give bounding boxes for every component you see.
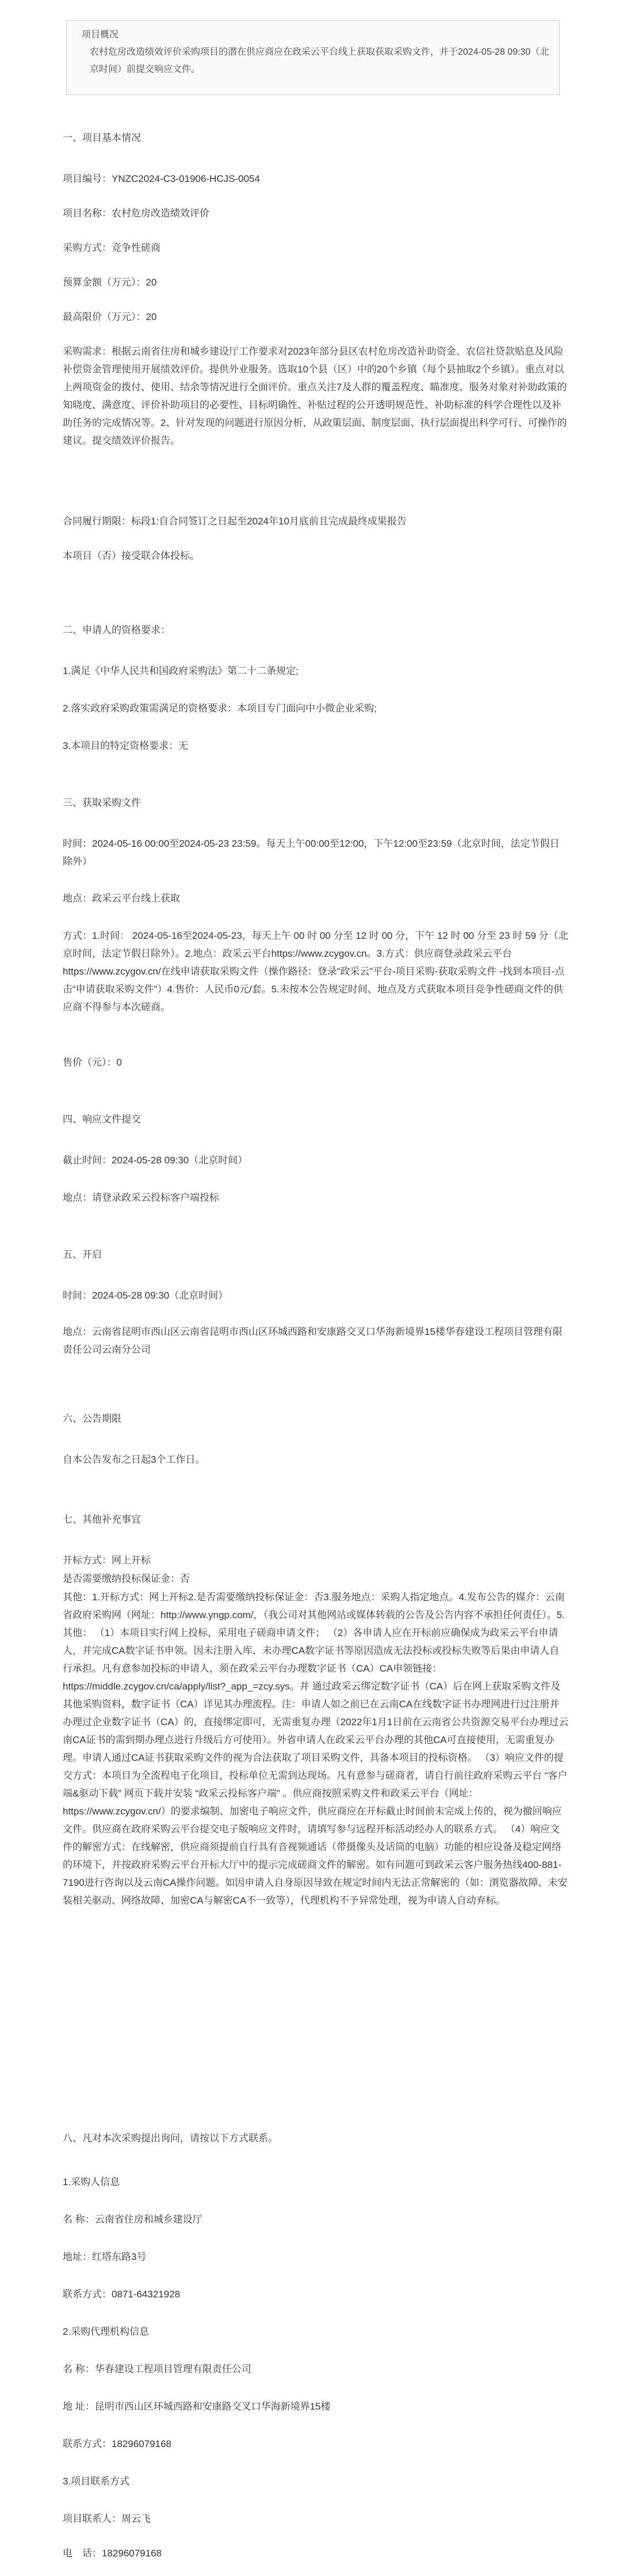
- opening-time: 时间：2024-05-28 09:30（北京时间）: [63, 1290, 228, 1301]
- submission-place: 地点：请登录政采云投标客户端投标: [63, 1192, 219, 1203]
- opening-method: 开标方式：网上开标: [63, 1555, 151, 1566]
- project-number: 项目编号：YNZC2024-C3-01906-HCJS-0054: [63, 173, 260, 184]
- agency-info-title: 2.采购代理机构信息: [63, 2326, 150, 2337]
- document-method: 方式：1.时间： 2024-05-16至2024-05-23，每天上午 00 时 00 分至 12 时 00 分，下午 12 时 00 分至 23 时 59 分（北京时间，法定节假日除外）。2.地点：政采云平台https://www.zcygov.cn。3.方式：供应商登录政采云平台https://www.zcygov.cn/在线申请获取采购文件（操作路径：登录“政采云”平台-项目采购-获取采购文件 -找到本项目-点击“申请获取采购文件”）4.售价：人民币0元/套。5.未按本公告规定时间、地点及方式获取本项目竞争性磋商文件的供应商不得参与本次磋商。: [63, 930, 568, 1013]
- buyer-address: 地址：红塔东路3号: [63, 2251, 147, 2262]
- section4-heading: 四、响应文件提交: [63, 1114, 141, 1125]
- document-time: 时间：2024-05-16 00:00至2024-05-23 23:59。每天上午00:00至12:00，下午12:00至23:59（北京时间，法定节假日除外）: [63, 838, 560, 867]
- contract-period: 合同履行期限：标段1:自合同签订之日起至2024年10月底前且完成最终成果报告: [63, 516, 407, 527]
- overview-title: 项目概况: [82, 30, 119, 40]
- project-overview-box: [66, 20, 560, 95]
- section2-heading: 二、申请人的资格要求：: [63, 625, 170, 636]
- budget-amount: 预算金额（万元）：20: [63, 277, 157, 288]
- document-place: 地点：政采云平台线上获取: [63, 893, 180, 904]
- qualification-item-1: 1.满足《中华人民共和国政府采购法》第二十二条规定;: [63, 665, 299, 676]
- max-price: 最高限价（万元）：20: [63, 311, 157, 322]
- procurement-requirements: 采购需求：根据云南省住房和城乡建设厅工作要求对2023年部分县区农村危房改造补助资金、农信社贷款贴息及风险补偿资金管理使用开展绩效评价。提供外业服务。选取10个县（区）中的20个乡镇（每个县抽取2个乡镇）。重点对以上两项资金的拨付、使用、结余等情况进行全面评价。重点关注7及人群的覆盖程度、瞄准度、服务对象对补助政策的知晓度、满意度、评价补助项目的必要性、目标明确性、补贴过程的公开透明规范性、补助标准的科学合理性以及补助任务的完成情况等。2、针对发现的问题进行原因分析，从政策层面、制度层面、执行层面提出科学可行、可操作的建议。提交绩效评价报告。: [63, 346, 567, 446]
- other-supplementary: 其他：1.开标方式：网上开标2.是否需要缴纳投标保证金：否3.服务地点：采购人指定地点。4.发布公告的媒介：云南省政府采购网（网址：http://www.yngp.com/，（我公司对其他网站或媒体转载的公告及公告内容不承担任何责任）。5.其他： （1）本项目实行网上投标，采用电子磋商申请文件； （2）各申请人应在开标前应确保成为政采云平台申请人，并完成CA数字证书申领。因未注册入库、未办理CA数字证书等原因造成无法投标或投标失败等后果由申请人自行承担。凡有意参加投标的申请人，须在政采云平台办理数字证书（CA）CA申领链接：https://middle.zcygov.cn/ca/apply/list?_app_=zcy.sys。并 通过政采云绑定数字证书（CA）后在网上获取采购文件及其他采购资料，数字证书（CA）详见其办理流程。注：申请人如之前已在云南CA在线数字证书办理网进行过注册并办理过企业数字证书（CA）的，直接绑定即可，无需重复办理（2022年1月1日前在云南省公共资源交易平台办理过云南CA证书的需到期办理点进行升级后方可使用）。外省申请人在政采云平台办理的其他CA可直接使用，无需重复办理。申请人通过CA证书获取采购文件的视为合法获取了项目采购文件，具备本项目的投标资格。 （3）响应文件的提交方式：本项目为全流程电子化项目，投标单位无需到达现场。凡有意参与磋商者，请自行前往政府采购云平台 “客户端&驱动下载” 网页下载并安装 “政采云投标客户端” 。供应商按照采购文件和政采云平台（网址：https://www.zcygov.cn/）的要求编制、加密电子响应文件，供应商应在开标截止时间前未完成上传的，视为撤回响应文件。供应商在政府采购云平台提交电子版响应文件时，请填写参与远程开标活动经办人的联系方式。 （4）响应文件的解密方式：在线解密，供应商须提前自行具有音视频通话（带摄像头及话筒的电脑）功能的相应设备及稳定网络的环境下，并按政府采购云平台开标大厅中的提示完成磋商文件的解密。如有问题可到政采云客户服务热线400-881-7190进行咨询以及云南CA操作问题。如因申请人自身原因导致在规定时间内无法正常解密的（如：浏览器故障、未安装相关驱动、网络故障、加密CA与解密CA不一致等），代理机构不予异常处理，视为申请人自动弃标。: [63, 1592, 569, 1906]
- section1-heading: 一、项目基本情况: [63, 132, 141, 143]
- overview-body: 农村危房改造绩效评价采购项目的潜在供应商应在政采云平台线上获取获取采购文件，并于2024-05-28 09:30（北京时间）前提交响应文件。: [90, 47, 549, 74]
- project-contact-phone: 电 话：18296079168: [63, 2548, 162, 2559]
- section5-heading: 五、开启: [63, 1249, 102, 1260]
- procurement-method: 采购方式：竞争性磋商: [63, 242, 160, 253]
- section7-heading: 七、其他补充事宜: [63, 1514, 141, 1525]
- section8-heading: 八、凡对本次采购提出询问，请按以下方式联系。: [63, 2133, 278, 2144]
- announcement-period: 自本公告发布之日起3个工作日。: [63, 1454, 205, 1465]
- project-contact-title: 3.项目联系方式: [63, 2476, 130, 2487]
- submission-deadline: 截止时间：2024-05-28 09:30（北京时间）: [63, 1155, 248, 1166]
- agency-address: 地 址：昆明市西山区环城西路和安康路交叉口华海新境界15楼: [63, 2401, 331, 2412]
- qualification-item-2: 2.落实政府采购政策需满足的资格要求：本项目专门面向中小微企业采购;: [63, 703, 377, 714]
- agency-contact: 联系方式：18296079168: [63, 2438, 172, 2449]
- buyer-name: 名 称：云南省住房和城乡建设厅: [63, 2214, 202, 2225]
- qualification-item-3: 3.本项目的特定资格要求：无: [63, 740, 189, 751]
- joint-bid-note: 本项目（否）接受联合体投标。: [63, 550, 200, 561]
- section6-heading: 六、公告期限: [63, 1413, 121, 1424]
- project-name: 项目名称：农村危房改造绩效评价: [63, 208, 209, 219]
- opening-place: 地点：云南省昆明市西山区云南省昆明市西山区环城西路和安康路交叉口华海新境界15楼华春建设工程项目管理有限责任公司云南分公司: [63, 1326, 563, 1355]
- document-price: 售价（元）：0: [63, 1057, 122, 1068]
- project-contact-person: 项目联系人：周云飞: [63, 2513, 151, 2524]
- agency-name: 名 称：华春建设工程项目管理有限责任公司: [63, 2364, 251, 2375]
- buyer-contact: 联系方式：0871-64321928: [63, 2289, 181, 2300]
- section3-heading: 三、获取采购文件: [63, 797, 141, 808]
- deposit-required: 是否需要缴纳投标保证金：否: [63, 1573, 190, 1584]
- buyer-info-title: 1.采购人信息: [63, 2177, 120, 2187]
